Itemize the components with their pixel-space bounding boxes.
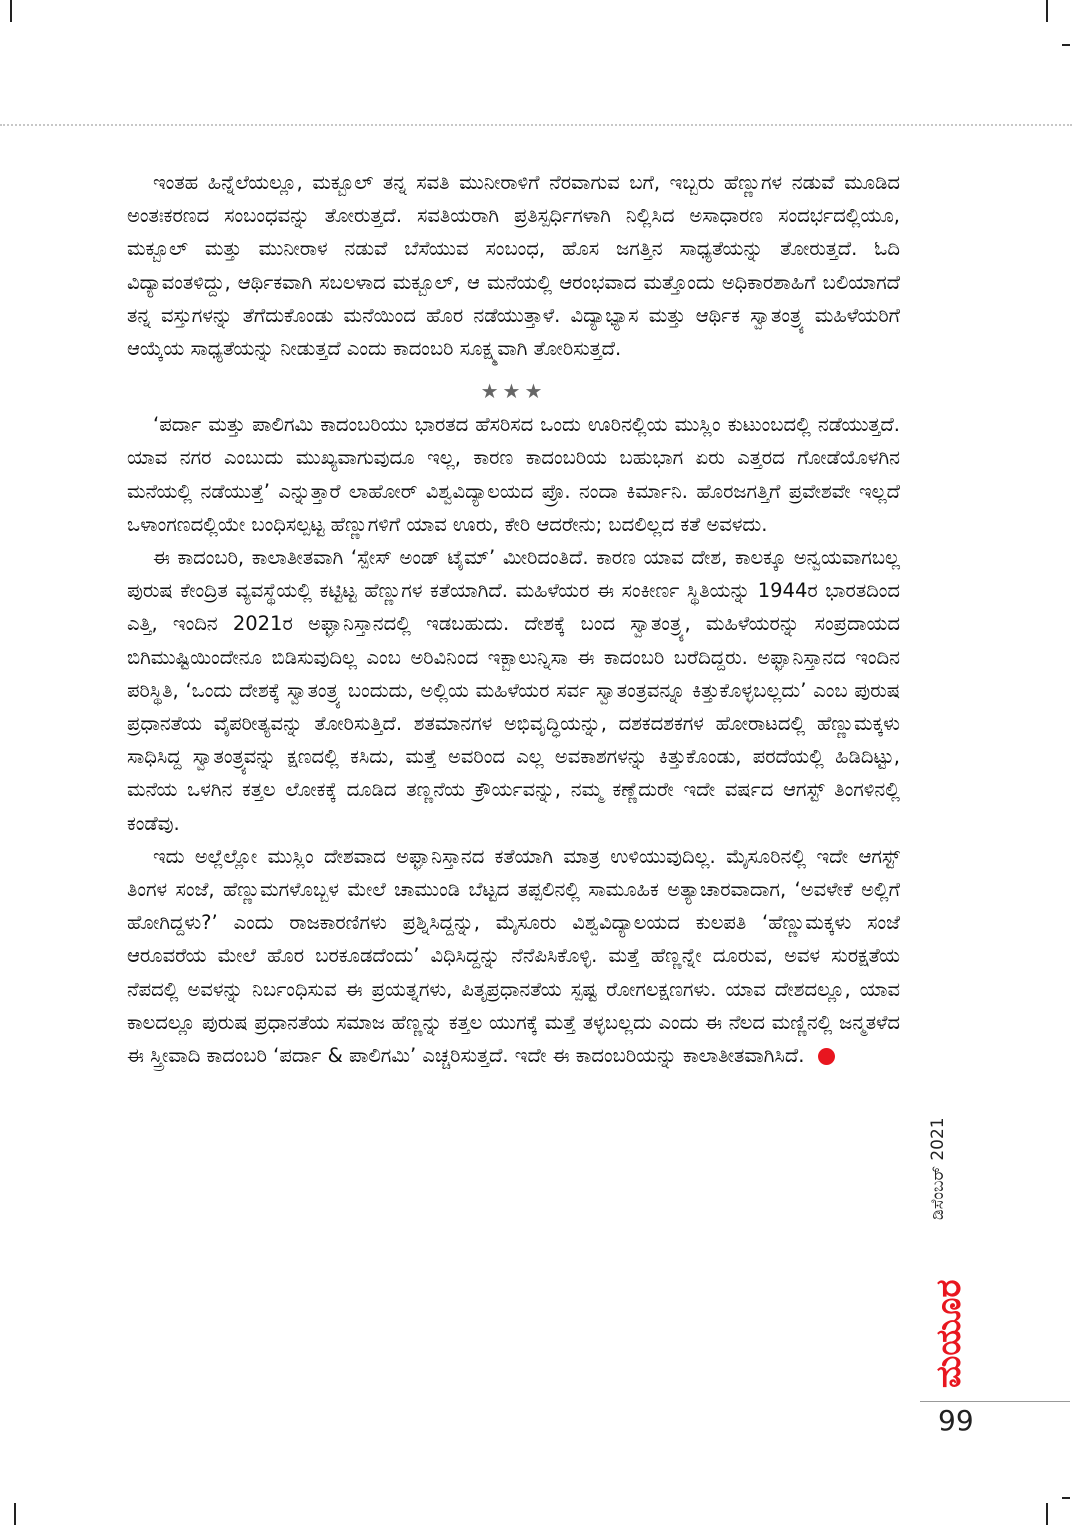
footer-rule (920, 1401, 1070, 1402)
page-number: 99 (938, 1404, 974, 1437)
sidebar (928, 1060, 970, 1390)
magazine-logo: ಮಯೂರ (929, 1279, 969, 1388)
crop-mark-right-upper (1062, 44, 1070, 46)
article-paragraph-4 (127, 840, 900, 1072)
article-body (127, 166, 900, 1072)
issue-date: ಡಿಸೆಂಬರ್ 2021 (928, 1117, 948, 1220)
article-paragraph-2: ‘ಪರ್ದಾ ಮತ್ತು ಪಾಲಿಗಮಿ ಕಾದಂಬರಿಯು ಭಾರತದ ಹೆಸರಿಸದ ಒಂದು ಊರಿನಲ್ಲಿಯ ಮುಸ್ಲಿಂ ಕುಟುಂಬದಲ್ಲಿ ನಡೆಯುತ್ತದೆ. ಯಾವ ನಗರ ಎಂಬುದು ಮುಖ್ಯವಾಗುವುದೂ ಇಲ್ಲ, ಕಾರಣ ಕಾದಂಬರಿಯ ಬಹುಭಾಗ ಏರು ಎತ್ತರದ ಗೋಡೆಯೊಳಗಿನ ಮನೆಯಲ್ಲಿ ನಡೆಯುತ್ತೆ’ ಎನ್ನುತ್ತಾರೆ ಲಾಹೋರ್ ವಿಶ್ವವಿದ್ಯಾಲಯದ ಪ್ರೊ. ನಂದಾ ಕಿರ್ಮಾನಿ. ಹೊರಜಗತ್ತಿಗೆ ಪ್ರವೇಶವೇ ಇಲ್ಲದೆ ಒಳಾಂಗಣದಲ್ಲಿಯೇ ಬಂಧಿಸಲ್ಪಟ್ಟ ಹೆಣ್ಣುಗಳಿಗೆ ಯಾವ ಊರು, ಕೇರಿ ಆದರೇನು; ಬದಲಿಲ್ಲದ ಕತೆ ಅವಳದು. (127, 413, 900, 536)
crop-mark-bottom-right (1046, 1503, 1048, 1525)
crop-mark-bottom-left (14, 1503, 16, 1525)
article-paragraph-3: ಈ ಕಾದಂಬರಿ, ಕಾಲಾತೀತವಾಗಿ ‘ಸ್ಪೇಸ್ ಅಂಡ್ ಟೈಮ್’ ಮೀರಿದಂತಿದೆ. ಕಾರಣ ಯಾವ ದೇಶ, ಕಾಲಕ್ಕೂ ಅನ್ವಯವಾಗಬಲ್ಲ ಪುರುಷ ಕೇಂದ್ರಿತ ವ್ಯವಸ್ಥೆಯಲ್ಲಿ ಕಟ್ಟಿಟ್ಟ ಹೆಣ್ಣುಗಳ ಕತೆಯಾಗಿದೆ. ಮಹಿಳೆಯರ ಈ ಸಂಕೀರ್ಣ ಸ್ಥಿತಿಯನ್ನು 1944ರ ಭಾರತದಿಂದ ಎತ್ತಿ, ಇಂದಿನ 2021ರ ಅಫ್ಘಾನಿಸ್ತಾನದಲ್ಲಿ ಇಡಬಹುದು. ದೇಶಕ್ಕೆ ಬಂದ ಸ್ವಾತಂತ್ರ್ಯ, ಮಹಿಳೆಯರನ್ನು ಸಂಪ್ರದಾಯದ ಬಿಗಿಮುಷ್ಟಿಯಿಂದೇನೂ ಬಿಡಿಸುವುದಿಲ್ಲ ಎಂಬ ಅರಿವಿನಿಂದ ಇಕ್ಬಾಲುನ್ನಿಸಾ ಈ ಕಾದಂಬರಿ ಬರೆದಿದ್ದರು. ಅಫ್ಘಾನಿಸ್ತಾನದ ಇಂದಿನ ಪರಿಸ್ಥಿತಿ, ‘ಒಂದು ದೇಶಕ್ಕೆ ಸ್ವಾತಂತ್ರ್ಯ ಬಂದುದು, ಅಲ್ಲಿಯ ಮಹಿಳೆಯರ ಸರ್ವ ಸ್ವಾತಂತ್ರವನ್ನೂ ಕಿತ್ತುಕೊಳ್ಳಬಲ್ಲದು’ ಎಂಬ ಪುರುಷ ಪ್ರಧಾನತೆಯ ವೈಪರೀತ್ಯವನ್ನು ತೋರಿಸುತ್ತಿದೆ. ಶತಮಾನಗಳ ಅಭಿವೃದ್ಧಿಯನ್ನು, ದಶಕದಶಕಗಳ ಹೋರಾಟದಲ್ಲಿ ಹೆಣ್ಣುಮಕ್ಕಳು ಸಾಧಿಸಿದ್ದ ಸ್ವಾತಂತ್ರ್ಯವನ್ನು ಕ್ಷಣದಲ್ಲಿ ಕಸಿದು, ಮತ್ತೆ ಅವರಿಂದ ಎಲ್ಲ ಅವಕಾಶಗಳನ್ನು ಕಿತ್ತುಕೊಂಡು, ಪರದೆಯಲ್ಲಿ ಹಿಡಿದಿಟ್ಟು, ಮನೆಯ ಒಳಗಿನ ಕತ್ತಲ ಲೋಕಕ್ಕೆ ದೂಡಿದ ತಣ್ಣನೆಯ ಕ್ರೌರ್ಯವನ್ನು, ನಮ್ಮ ಕಣ್ಣೆದುರೇ ಇದೇ ವರ್ಷದ ಆಗಸ್ಟ್ ತಿಂಗಳಿನಲ್ಲಿ ಕಂಡೆವು. (127, 546, 900, 835)
crop-mark-top-left (10, 0, 12, 22)
section-separator: ★★★ (480, 379, 547, 404)
end-of-article-dot (818, 1048, 835, 1065)
crop-mark-right-lower (1062, 1497, 1070, 1499)
crop-mark-top-right (1046, 0, 1048, 22)
article-paragraph-1: ಇಂತಹ ಹಿನ್ನೆಲೆಯಲ್ಲೂ, ಮಕ್ಬೂಲ್ ತನ್ನ ಸವತಿ ಮುನೀರಾಳಿಗೆ ನೆರವಾಗುವ ಬಗೆ, ಇಬ್ಬರು ಹೆಣ್ಣುಗಳ ನಡುವೆ ಮೂಡಿದ ಅಂತಃಕರಣದ ಸಂಬಂಧವನ್ನು ತೋರುತ್ತದೆ. ಸವತಿಯರಾಗಿ ಪ್ರತಿಸ್ಪರ್ಧಿಗಳಾಗಿ ನಿಲ್ಲಿಸಿದ ಅಸಾಧಾರಣ ಸಂದರ್ಭದಲ್ಲಿಯೂ, ಮಕ್ಬೂಲ್ ಮತ್ತು ಮುನೀರಾಳ ನಡುವೆ ಬೆಸೆಯುವ ಸಂಬಂಧ, ಹೊಸ ಜಗತ್ತಿನ ಸಾಧ್ಯತೆಯನ್ನು ತೋರುತ್ತದೆ. ಓದಿ ವಿದ್ಯಾವಂತಳಿದ್ದು, ಆರ್ಥಿಕವಾಗಿ ಸಬಲಳಾದ ಮಕ್ಬೂಲ್, ಆ ಮನೆಯಲ್ಲಿ ಆರಂಭವಾದ ಮತ್ತೊಂದು ಅಧಿಕಾರಶಾಹಿಗೆ ಬಲಿಯಾಗದೆ ತನ್ನ ವಸ್ತುಗಳನ್ನು ತೆಗೆದುಕೊಂಡು ಮನೆಯಿಂದ ಹೊರ ನಡೆಯುತ್ತಾಳೆ. ವಿದ್ಯಾಭ್ಯಾಸ ಮತ್ತು ಆರ್ಥಿಕ ಸ್ವಾತಂತ್ರ್ಯ ಮಹಿಳೆಯರಿಗೆ ಆಯ್ಕೆಯ ಸಾಧ್ಯತೆಯನ್ನು ನೀಡುತ್ತದೆ ಎಂದು ಕಾದಂಬರಿ ಸೂಕ್ಷ್ಮವಾಗಿ ತೋರಿಸುತ್ತದೆ. (127, 171, 900, 361)
article-paragraph-4-text: ಇದು ಅಲ್ಲೆಲ್ಲೋ ಮುಸ್ಲಿಂ ದೇಶವಾದ ಅಫ್ಘಾನಿಸ್ತಾನದ ಕತೆಯಾಗಿ ಮಾತ್ರ ಉಳಿಯುವುದಿಲ್ಲ. ಮೈಸೂರಿನಲ್ಲಿ ಇದೇ ಆಗಸ್ಟ್ ತಿಂಗಳ ಸಂಜೆ, ಹೆಣ್ಣುಮಗಳೊಬ್ಬಳ ಮೇಲೆ ಚಾಮುಂಡಿ ಬೆಟ್ಟದ ತಪ್ಪಲಿನಲ್ಲಿ ಸಾಮೂಹಿಕ ಅತ್ಯಾಚಾರವಾದಾಗ, ‘ಅವಳೇಕೆ ಅಲ್ಲಿಗೆ ಹೋಗಿದ್ದಳು?’ ಎಂದು ರಾಜಕಾರಣಿಗಳು ಪ್ರಶ್ನಿಸಿದ್ದನ್ನು, ಮೈಸೂರು ವಿಶ್ವವಿದ್ಯಾಲಯದ ಕುಲಪತಿ ‘ಹೆಣ್ಣುಮಕ್ಕಳು ಸಂಜೆ ಆರೂವರೆಯ ಮೇಲೆ ಹೊರ ಬರಕೂಡದೆಂದು’ ವಿಧಿಸಿದ್ದನ್ನು ನೆನೆಪಿಸಿಕೊಳ್ಳಿ. ಮತ್ತೆ ಹೆಣ್ಣನ್ನೇ ದೂರುವ, ಅವಳ ಸುರಕ್ಷತೆಯ ನೆಪದಲ್ಲಿ ಅವಳನ್ನು ನಿರ್ಬಂಧಿಸುವ ಈ ಪ್ರಯತ್ನಗಳು, ಪಿತೃಪ್ರಧಾನತೆಯ ಸ್ಪಷ್ಟ ರೋಗಲಕ್ಷಣಗಳು. ಯಾವ ದೇಶದಲ್ಲೂ, ಯಾವ ಕಾಲದಲ್ಲೂ ಪುರುಷ ಪ್ರಧಾನತೆಯ ಸಮಾಜ ಹೆಣ್ಣನ್ನು ಕತ್ತಲ ಯುಗಕ್ಕೆ ಮತ್ತೆ ತಳ್ಳಬಲ್ಲದು ಎಂದು ಈ ನೆಲದ ಮಣ್ಣಿನಲ್ಲಿ ಜನ್ಮತಳೆದ ಈ ಸ್ತ್ರೀವಾದಿ ಕಾದಂಬರಿ ‘ಪರ್ದಾ & ಪಾಲಿಗಮಿ’ ಎಚ್ಚರಿಸುತ್ತದೆ. ಇದೇ ಈ ಕಾದಂಬರಿಯನ್ನು ಕಾಲಾತೀತವಾಗಿಸಿದೆ. (127, 844, 900, 1068)
header-dotted-rule (0, 124, 1072, 126)
